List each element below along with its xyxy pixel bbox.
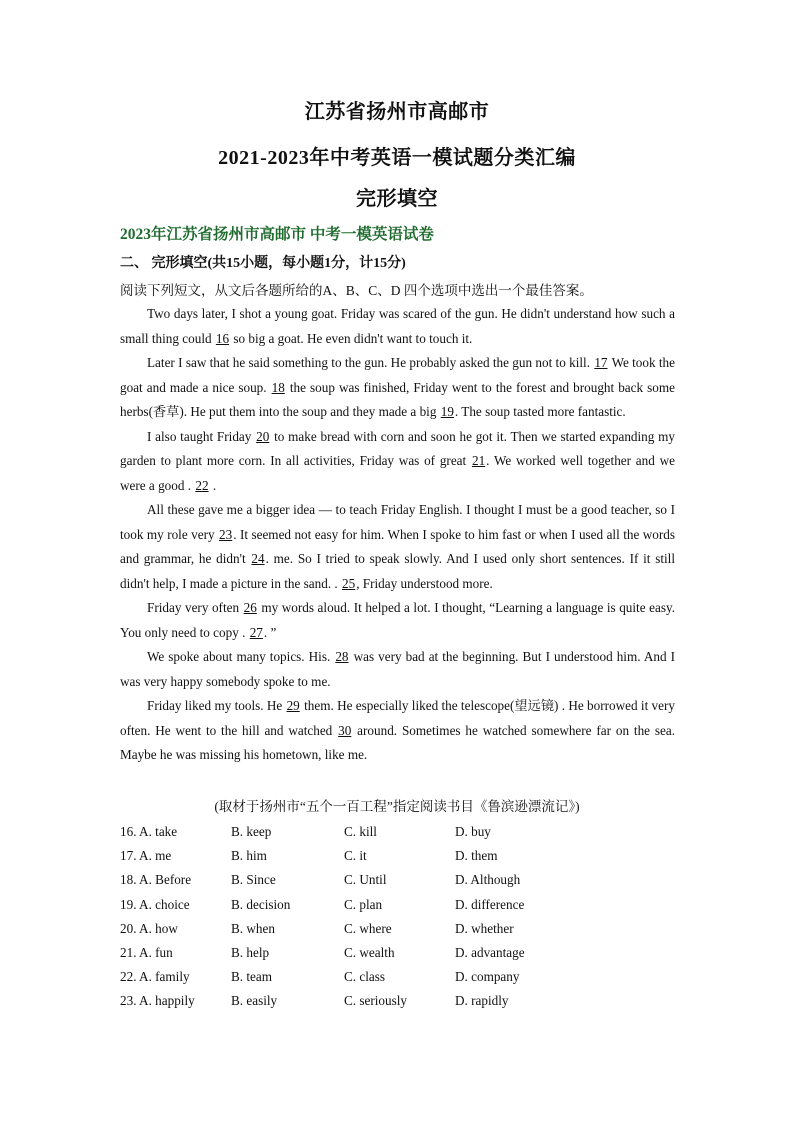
option-b: B. help xyxy=(231,945,270,961)
option-a: 16. A. take xyxy=(120,824,178,840)
text: , Friday understood more. xyxy=(356,575,493,591)
option-c: C. seriously xyxy=(344,993,408,1009)
option-row-19 xyxy=(120,893,575,917)
option-row-18 xyxy=(120,868,575,892)
text: Friday very often xyxy=(147,600,243,615)
paragraph-4 xyxy=(120,498,675,596)
option-row-20 xyxy=(120,917,575,941)
part-heading: 二、 完形填空(共15小题，每小题1分，计15分) xyxy=(120,256,406,271)
doc-title-topic: 完形填空 xyxy=(356,188,438,210)
option-a: 20. A. how xyxy=(120,920,178,936)
paragraph-6 xyxy=(120,645,675,694)
option-row-22 xyxy=(120,965,575,989)
text: my words aloud. It helped a lot. I thought, “Learning a language is quite easy. You only need to copy . xyxy=(120,600,675,640)
text: around. Sometimes he watched somewhere far on the sea. Maybe he was missing his hometown, like me. xyxy=(120,722,676,762)
text: Later I saw that he said something to the gun. He probably asked the gun not to kill. xyxy=(147,355,594,370)
blank-27: 27 xyxy=(249,624,263,640)
paragraph-3 xyxy=(120,425,675,499)
option-a: 19. A. choice xyxy=(120,896,190,912)
option-d: D. rapidly xyxy=(455,993,509,1009)
text: We took the goat and made a nice soup. xyxy=(120,355,675,395)
blank-29: 29 xyxy=(286,698,300,713)
paragraph-1 xyxy=(120,302,675,351)
option-a: 21. A. fun xyxy=(120,945,173,961)
doc-title-region: 江苏省扬州市高邮市 xyxy=(304,101,490,123)
source-note: (取材于扬州市“五个一百工程”指定阅读书目《鲁滨逊漂流记》) xyxy=(214,799,580,814)
option-b: B. when xyxy=(231,920,275,936)
blank-30: 30 xyxy=(338,722,352,738)
text: . We worked well together and we were a good . xyxy=(120,453,675,493)
option-c: C. wealth xyxy=(344,945,395,961)
option-d: D. advantage xyxy=(455,945,525,961)
text: . The soup tasted more fantastic. xyxy=(454,404,626,419)
text: so big a goat. He even didn't want to touch it. xyxy=(230,330,473,346)
text: Two days later, I shot a young goat. Friday was scared of the gun. He didn't understand how such a small thing could xyxy=(120,306,675,346)
option-b: B. keep xyxy=(231,824,272,840)
option-b: B. decision xyxy=(231,896,291,912)
text: . xyxy=(209,477,217,493)
blank-20: 20 xyxy=(256,428,270,444)
option-row-23 xyxy=(120,989,575,1013)
option-d: D. Although xyxy=(455,872,521,888)
text: . It seemed not easy for him. When I spoke to him fast or when I used all the words and grammar, he didn't xyxy=(120,526,675,566)
option-c: C. where xyxy=(344,920,392,936)
instruction: 阅读下列短文，从文后各题所给的A、B、C、D 四个选项中选出一个最佳答案。 xyxy=(120,283,593,298)
blank-21: 21 xyxy=(471,453,486,468)
blank-25: 25 xyxy=(342,575,356,591)
text: . ” xyxy=(263,624,277,640)
text: was very bad at the beginning. But I understood him. And I was very happy somebody spoke to me. xyxy=(120,649,675,689)
option-b: B. him xyxy=(231,848,267,864)
paragraph-2 xyxy=(120,351,675,425)
blank-23: 23 xyxy=(219,526,233,542)
options-list xyxy=(120,820,575,1014)
text: All these gave me a bigger idea — to teach Friday English. I thought I must be a good teacher, so I took my role very xyxy=(120,502,675,542)
text: them. He especially liked the telescope(望远镜) . He borrowed it very often. He went to the hill and watched xyxy=(120,698,675,738)
blank-26: 26 xyxy=(243,600,257,615)
option-b: B. easily xyxy=(231,993,278,1009)
option-c: C. plan xyxy=(344,896,383,912)
text: the soup was finished, Friday went to the forest and brought back some herbs(香草). He put them into the soup and they made a big xyxy=(120,379,675,419)
option-d: D. them xyxy=(455,848,498,864)
text: Friday liked my tools. He xyxy=(147,698,286,713)
doc-title-main: 2021-2023年中考英语一模试题分类汇编 xyxy=(218,147,576,169)
blank-19: 19 xyxy=(440,404,454,419)
option-d: D. company xyxy=(455,969,520,985)
text: I also taught Friday xyxy=(147,428,256,444)
blank-22: 22 xyxy=(195,477,209,493)
paragraph-5 xyxy=(120,596,675,645)
blank-17: 17 xyxy=(594,355,608,370)
passage xyxy=(120,302,675,768)
option-a: 23. A. happily xyxy=(120,993,195,1009)
option-a: 22. A. family xyxy=(120,969,190,985)
paragraph-7 xyxy=(120,694,675,768)
option-b: B. Since xyxy=(231,872,276,888)
section-heading: 2023年江苏省扬州市高邮市 中考一模英语试卷 xyxy=(120,226,434,243)
option-a: 18. A. Before xyxy=(120,872,192,888)
option-c: C. it xyxy=(344,848,367,864)
option-row-21 xyxy=(120,941,575,965)
option-b: B. team xyxy=(231,969,273,985)
option-row-16 xyxy=(120,820,575,844)
blank-24: 24 xyxy=(251,551,265,566)
blank-16: 16 xyxy=(215,330,230,346)
option-a: 17. A. me xyxy=(120,848,172,864)
option-c: C. class xyxy=(344,969,386,985)
option-d: D. difference xyxy=(455,896,525,912)
option-row-17 xyxy=(120,844,575,868)
text: We spoke about many topics. His. xyxy=(147,649,335,664)
blank-28: 28 xyxy=(335,649,349,664)
blank-18: 18 xyxy=(271,379,285,395)
option-d: D. buy xyxy=(455,824,491,840)
option-c: C. kill xyxy=(344,824,377,840)
option-d: D. whether xyxy=(455,920,514,936)
text: to make bread with corn and soon he got it. Then we started expanding my garden to plant more corn. In all activities, Friday was of great xyxy=(120,428,675,468)
text: . me. So I tried to speak slowly. And I used only short sentences. If it still didn't help, I made a picture in the sand. . xyxy=(120,551,675,591)
option-c: C. Until xyxy=(344,872,387,888)
